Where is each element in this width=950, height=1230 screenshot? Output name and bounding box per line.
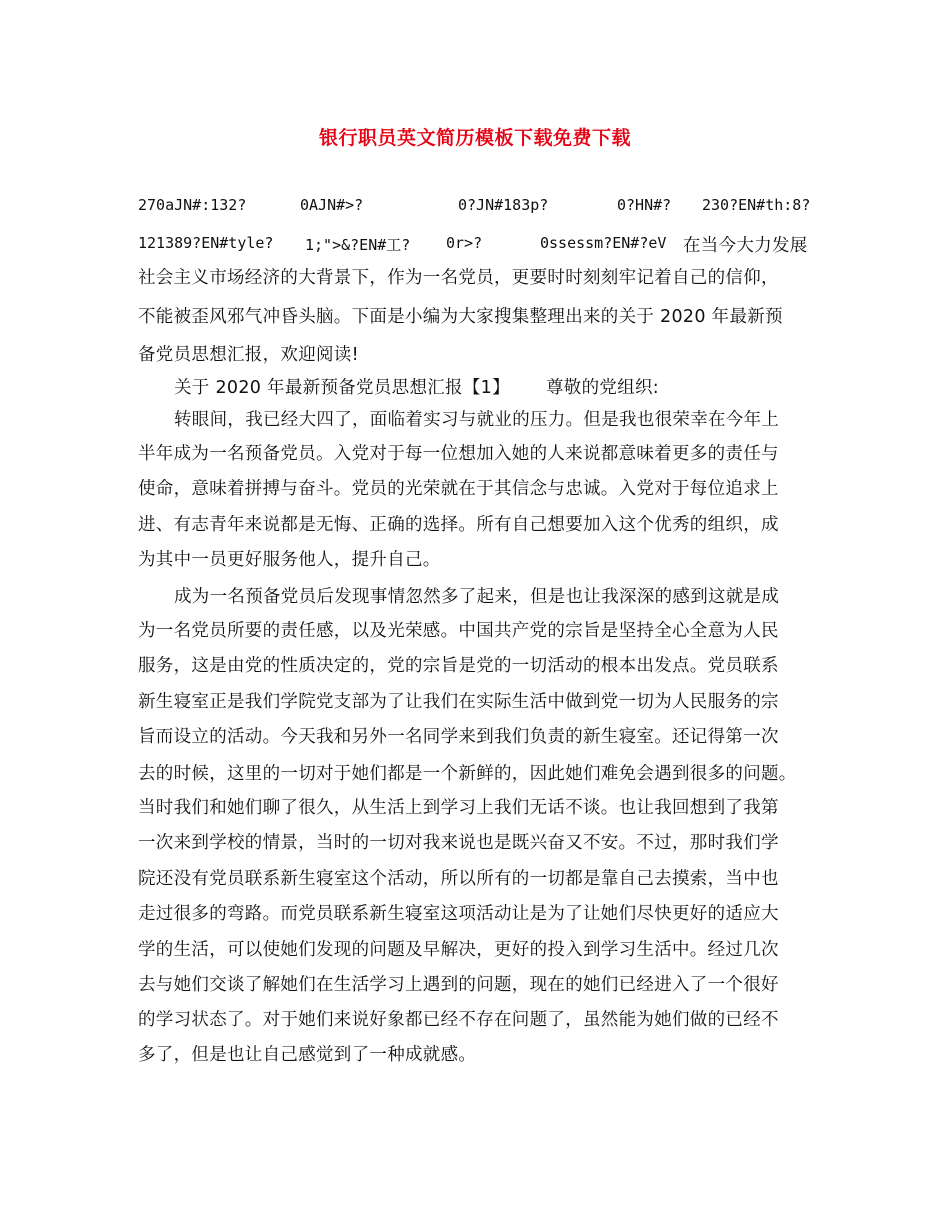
body-line: 为一名党员所要的责任感，以及光荣感。中国共产党的宗旨是坚持全心全意为人民 (138, 621, 779, 641)
body-line: 走过很多的弯路。而党员联系新生寝室这项活动让是为了让她们尽快更好的适应大 (138, 904, 779, 924)
salutation: 尊敬的党组织: (546, 378, 659, 398)
garbled-text: 0ssessm?EN#?eV (540, 234, 667, 252)
body-line: 当时我们和她们聊了很久，从生活上到学习上我们无话不谈。也让我回想到了我第 (138, 798, 779, 818)
section-heading: 关于 2020 年最新预备党员思想汇报【1】 (174, 378, 510, 398)
garbled-text: 0AJN#>? (300, 196, 364, 214)
body-line: 使命，意味着拼搏与奋斗。党员的光荣就在于其信念与忠诚。入党对于每位追求上 (138, 479, 779, 499)
body-line: 去与她们交谈了解她们在生活学习上遇到的问题，现在的她们已经进入了一个很好 (138, 975, 779, 995)
body-line: 的学习状态了。对于她们来说好象都已经不存在问题了，虽然能为她们做的已经不 (138, 1010, 779, 1030)
document-title: 银行职员英文简历模板下载免费下载 (318, 127, 631, 149)
garbled-text: 1;">&?EN#工? (305, 236, 411, 254)
garbled-text: 270aJN#:132? (138, 196, 247, 214)
body-line: 一次来到学校的情景，当时的一切对我来说也是既兴奋又不安。不过，那时我们学 (138, 833, 779, 853)
body-line: 学的生活，可以使她们发现的问题及早解决，更好的投入到学习生活中。经过几次 (138, 940, 779, 960)
garbled-text: 0?HN#? (617, 196, 672, 214)
garbled-text: 230?EN#th:8? (702, 196, 811, 214)
body-line: 进、有志青年来说都是无悔、正确的选择。所有自己想要加入这个优秀的组织，成 (138, 515, 779, 535)
body-line: 为其中一员更好服务他人，提升自己。 (138, 550, 441, 570)
body-line: 转眼间，我已经大四了，面临着实习与就业的压力。但是我也很荣幸在今年上 (174, 410, 780, 430)
body-line: 成为一名预备党员后发现事情忽然多了起来，但是也让我深深的感到这就是成 (174, 587, 780, 607)
body-line: 在当今大力发展 (683, 236, 808, 256)
body-line: 不能被歪风邪气冲昏头脑。下面是小编为大家搜集整理出来的关于 2020 年最新预 (138, 307, 783, 327)
garbled-text: 0?JN#183p? (458, 196, 549, 214)
body-line: 新生寝室正是我们学院党支部为了让我们在实际生活中做到党一切为人民服务的宗 (138, 692, 779, 712)
body-line: 备党员思想汇报，欢迎阅读! (138, 345, 359, 365)
body-line: 社会主义市场经济的大背景下，作为一名党员，更要时时刻刻牢记着自己的信仰， (138, 268, 779, 288)
body-line: 服务，这是由党的性质决定的，党的宗旨是党的一切活动的根本出发点。党员联系 (138, 656, 779, 676)
body-line: 半年成为一名预备党员。入党对于每一位想加入她的人来说都意味着更多的责任与 (138, 444, 779, 464)
garbled-text: 121389?EN#tyle? (138, 234, 274, 252)
body-line: 院还没有党员联系新生寝室这个活动，所以所有的一切都是靠自己去摸索，当中也 (138, 869, 779, 889)
body-line: 多了，但是也让自己感觉到了一种成就感。 (138, 1045, 477, 1065)
body-line: 旨而设立的活动。今天我和另外一名同学来到我们负责的新生寝室。还记得第一次 (138, 727, 779, 747)
garbled-text: 0r>? (446, 234, 483, 252)
body-line: 去的时候，这里的一切对于她们都是一个新鲜的，因此她们难免会遇到很多的问题。 (138, 764, 797, 784)
